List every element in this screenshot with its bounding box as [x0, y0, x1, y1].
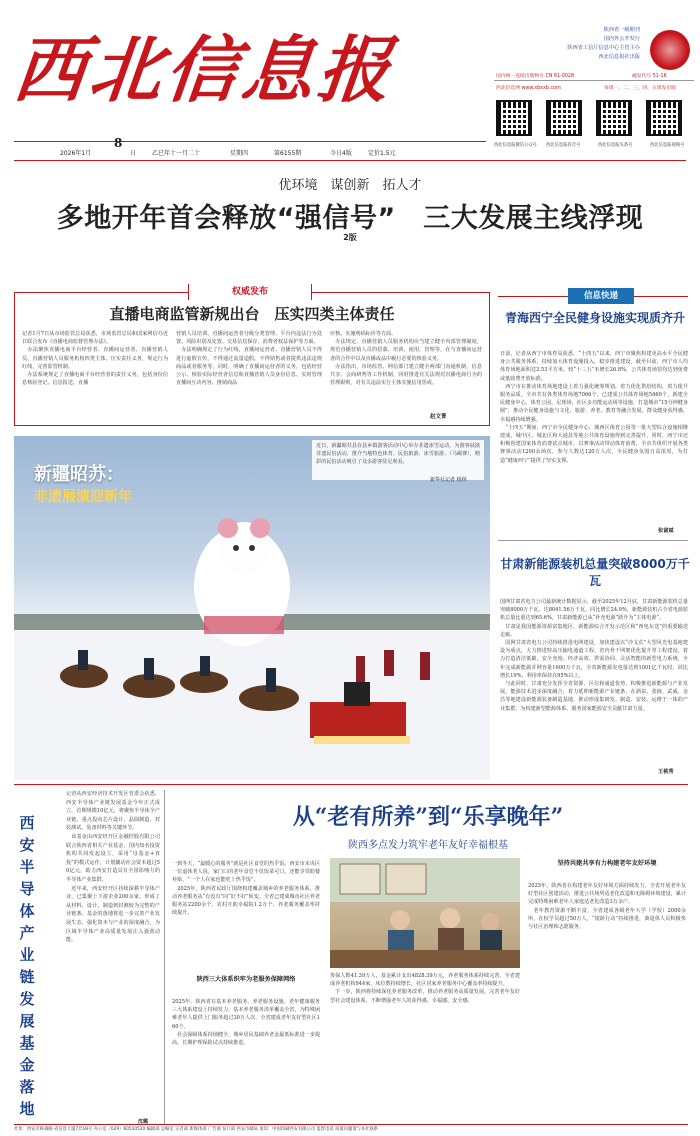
photo-title: 新疆昭苏：	[34, 464, 124, 485]
photo-caption: 近日，新疆昭苏县在县乡镇游客活动中心举办非遗冰雪运动，为游客展演非遗民俗活动，推介当地特色体育、民俗旅游、冰雪旅游、（马踢赛），精彩的民俗活动吸引了众多游客驻足观看。	[312, 440, 484, 480]
dateline-weekday: 星期四	[230, 150, 249, 157]
masthead-info-line: 陕西省一级期刊	[603, 27, 640, 33]
masthead-website: 西北信息网 www.xbxxb.com	[496, 86, 561, 91]
qr-label: 西北信息报微信公众号	[494, 143, 537, 148]
xian-text: 记者从西安经济技术开发区管委会获悉，西安半导体产业链发展基金今年正式成立，首期规模10亿元，将聚焦半导体全产业链，重点投向芯片设计、晶圆制造、封装测试、装备材料等关键环节。 该基金由西安经开区金融控股有限公司联合陕西省相关产业基金、国内知名投资机构共同发起设立，采用“母基金+直投”的模式运作，计划撬动社会资本超过50亿元，助力西安打造具有全国影响力的半导体产业集群。 近年来，西安经开区持续深耕半导体产业，已集聚上下游企业200余家，形成了从材料、设计、制造到封测较为完整的产业链条。基金的落地将进一步完善产业发展生态，强化资本与产业的深度融合，为区域半导体产业高质量发展注入强劲动能。	[66, 791, 160, 944]
release-tag: 权威发布	[188, 284, 312, 300]
elder-col2: 参保人数41.39万人，基金累计支出4828.39万元，养老服务体系持续完善，全省建成养老机构944家，床位数持续增长，社区居家养老服务中心覆盖率持续提升。 下一步，陕西将持续深化养老服务改革，推动养老服务高质量发展，完善老年友好型社会建设体系，不断增强老年人的获得感、幸福感、安全感。	[330, 973, 520, 1004]
qinghai-byline: 张富斌	[658, 528, 674, 534]
elder-subtitle: 陕西多点发力筑牢老年友好幸福根基	[348, 840, 508, 851]
release-byline: 赵文菁	[430, 414, 447, 420]
elder-title: 从“老有所养”到“乐享晚年”	[292, 804, 564, 830]
qr-code-icon[interactable]	[546, 100, 582, 136]
elder-col1-head: 陕西三大体系织牢为老服务保障网络	[196, 976, 296, 983]
elder-photo-illustration	[330, 858, 520, 968]
qr-label: 西北信息报抖音号	[546, 143, 581, 148]
elder-col3: 2025年，陕西省在构建老年友好环境方面持续发力，全省开展老年友好型社区创建活动，推进公共场所适老化改造和无障碍环境建设，累计完成特殊困难老年人家庭适老化改造3万余户。 老年教育资源不断丰富，全省建成各级老年大学（学校）2000余所，在校学员超过50万人，“银龄行动”持续推进，离退休人员积极参与社区治理和志愿服务。	[528, 883, 686, 931]
masthead-info-line: 陕西省工信厅信息中心主管主办	[567, 45, 640, 51]
masthead-cn: 国内统一连续出版物号 CN 61-0028	[496, 74, 574, 79]
gansu-byline: 王桃秀	[658, 769, 674, 775]
qr-code-icon[interactable]	[646, 100, 682, 136]
photo-subtitle: 非遗展演迎新年	[34, 489, 132, 505]
footer-text: 社址：西安市韩森路·省信息大厦7层18号 办公室（029）60510520 编辑部 总编室 记者部 新媒体部 广告部 发行部 西安市邮局 承印：中国印刷西安有限公司 监督电话 质量问题请与本社联系	[14, 1127, 379, 1132]
qr-label: 西北信息报视频号	[650, 143, 685, 148]
release-col1: 记者1月7日从市场监管总局获悉，市场监管总局和国家网信办近日联合发布《直播电商监督管理办法》。 办法聚焦直播电商平台经营者、直播间运营者、直播营销人员、直播营销人员服务机构四类主体，压实责任义务，规定行为红线，完善监管机制。 办法系统规定了直播电商平台经营者的责任义务，包括身份信息核验登记、信息报送、直播	[22, 331, 168, 387]
qinghai-title: 青海西宁全民健身设施实现质齐升	[504, 311, 685, 325]
headline-page-ref[interactable]: 2版	[343, 233, 357, 242]
photo-credit: 新华社记者 杨林	[430, 477, 467, 483]
dateline-lunar: 乙巳年十一月二十	[152, 150, 201, 157]
dateline-pages: 今日4版	[330, 150, 352, 157]
elder-photo	[330, 858, 520, 968]
headline-kicker: 优环境 谋创新 拓人才	[278, 178, 422, 193]
qr-label: 西北信息报头条号	[598, 143, 633, 148]
elder-col1b: 2025年，陕西省在基本养老服务、养老服务设施、老年健康服务三大体系建设上持续发力，基本养老服务清单覆盖全省，为特殊困难老年人提供上门服务超过30万人次，全省建成老年友好型社区160个。 社会保障体系持续健全，城乡居民基础养老金最低标准进一步提高，长期护理保险试点持续推进。	[172, 999, 320, 1047]
masthead-title: 西北信息报	[9, 27, 399, 112]
xian-byline: 沈璐	[138, 1119, 149, 1125]
news-tag: 信息快递	[568, 288, 634, 304]
dateline-date: 2026年1月	[60, 150, 92, 157]
elder-col3-head: 坚持共建共享有力构建老年友好环境	[557, 860, 657, 867]
qr-code-icon[interactable]	[496, 100, 532, 136]
gansu-text: 国网甘肃省电力公司最新统计数据显示，截至2025年12月底，甘肃新能源装机总量突破8000万千瓦，达8041.56万千瓦，同比增长24.9%，新能源装机占全省电源装机总量比重达到65.6%，甘肃新能源已从“补充电源”跃升为“主体电源”。 甘肃是我国能源资源富集地区，新能源综合开发示范区和“西电东送”的重要输送走廊。 国网甘肃省电力公司持续推进电网建设，加快建设以“沙戈荒”大型风光电基地建设为重点，大力推进特高压输电通道工程、省内骨干网架优化提升等工程建设，着力打造清洁低碳、安全充裕、经济高效、供需协同、灵活智能的新型电力系统，全年完成新能源并网容量1600万千瓦，全省新能源发电量达到1001亿千瓦时，同比增长19%，利用率保持在95%以上。 与此同时，甘肃充分发挥全省资源、区位和通道优势，积极推进新能源与产业发展、能源技术进步深度融合，着力延伸新能源产业链条，在酒泉、张掖、武威、金昌等地建设新能源装备制造基地，推动形成集研发、制造、安装、运维于一体的产业集群，为构建新型能源体系、服务国家能源安全贡献甘肃力量。	[500, 599, 688, 712]
dateline-day: 8	[114, 136, 123, 150]
qr-code-icon[interactable]	[596, 100, 632, 136]
masthead-post: 邮发代号 51-16	[632, 74, 667, 79]
release-title: 直播电商监管新规出台 压实四类主体责任	[109, 305, 395, 323]
release-col3: 应核、实施明码标价等方面。 办法规定，直播营销人员服务机构应当建立健全内部管理制度，规范直播营销人员的招募、培训、使用，管理等，在与直播间运营者的合作中以及直播或品中履行必要的核验义务。 办法指出，市场监管、网信部门建立健全两部门沟通机制，信息共享、会商研判等工作机制，同时推进有关法规对直播电商行为的管理职则，对有关违法实行主体实施信用惩戒。	[330, 331, 482, 387]
release-col2: 营销人员培训、直播间运营者分级分类管理、平台内违法行为处置、风险识别及处置、交易信息保存、消费者权益保护等方面。 办法明确规定了行为红线，直播间运营者、直播营销人员不得进行虚假宣传，不得通过流量造假、不得销售或者提供违法违规商品或者服务等。同时，明确了直播间运营者的义务，包括经营公示、核验实际经营者信息和直播营销人员身份信息、实时管理直播间互动内容、推销商品	[176, 331, 322, 387]
masthead-weekly: 每周一、二、三、四、五周发出版	[604, 86, 676, 91]
qinghai-text: 日前，记者从西宁市体育局获悉，“十四五”以来，西宁市聚焦构建更高水平全民健身公共服务体系，持续加大体育设施投入，稳步推进建设。截至目前，西宁市人均体育场地面积达2.53平方米，较“十三五”末增长26.8%，公共体育场馆均达到免费或低收费开放标准。 西宁市在推动体育场地建设上着力强化统筹规划，着力优化供给结构，着力提升服务品质。全市共有各类体育场地7066个，已建成公共体育场地5460个，新建全民健身中心、体育公园、足球场、社区多功能运动场等设施，打造城市“15分钟健身圈”，推动全民健身设施与文化、旅游、养老、教育等融合发展，群众健身获得感、幸福感持续增强。 “十四五”期间，西宁市全民健身中心，城西区体育公园等一批大型综合设施相继建成，城中区、城北区和大通县等地公共体育设施得到完善提升，同时，西宁市还积极创建国家体育消费试点城市，以赛事活动带动体育消费，全市共组织开展各类赛事活动1200余场次，参与人数达120万人次，全民健身氛围日益浓厚，为打造“健康西宁”提供了坚实支撑。	[500, 351, 688, 464]
gansu-title: 甘肃新能源装机总量突破8000万千瓦	[500, 557, 690, 588]
dateline-price: 定价1.5元	[368, 150, 396, 157]
masthead-info-line: 国内外公开发行	[603, 36, 640, 42]
elder-col1: 一到冬天，“最暖心的服务”就是社区食堂的热乎饭。西安市未央区一位退休老人说，家门口的老年食堂不仅饭菜可口，还能享受助餐补贴，“一个人在家也能吃上热乎饭”。 2025年，陕西省民政厅围绕构建覆盖城乡的养老服务体系，推动养老服务从“有没有”向“好不好”转变。全省已建成城市社区养老服务站2200余个、农村互助幸福院1.2万个，养老服务覆盖率持续提升。	[172, 861, 320, 917]
dateline-day-suffix: 日	[130, 150, 137, 157]
headline-title: 多地开年首会释放“强信号” 三大发展主线浮现	[56, 203, 644, 234]
xian-title-1: 西安半导体产业链发展基金落地	[19, 814, 35, 1118]
masthead-emblem	[650, 30, 690, 70]
dateline-issue: 第6155期	[274, 150, 302, 157]
masthead-info-line: 西北信息报社出版	[598, 54, 640, 60]
